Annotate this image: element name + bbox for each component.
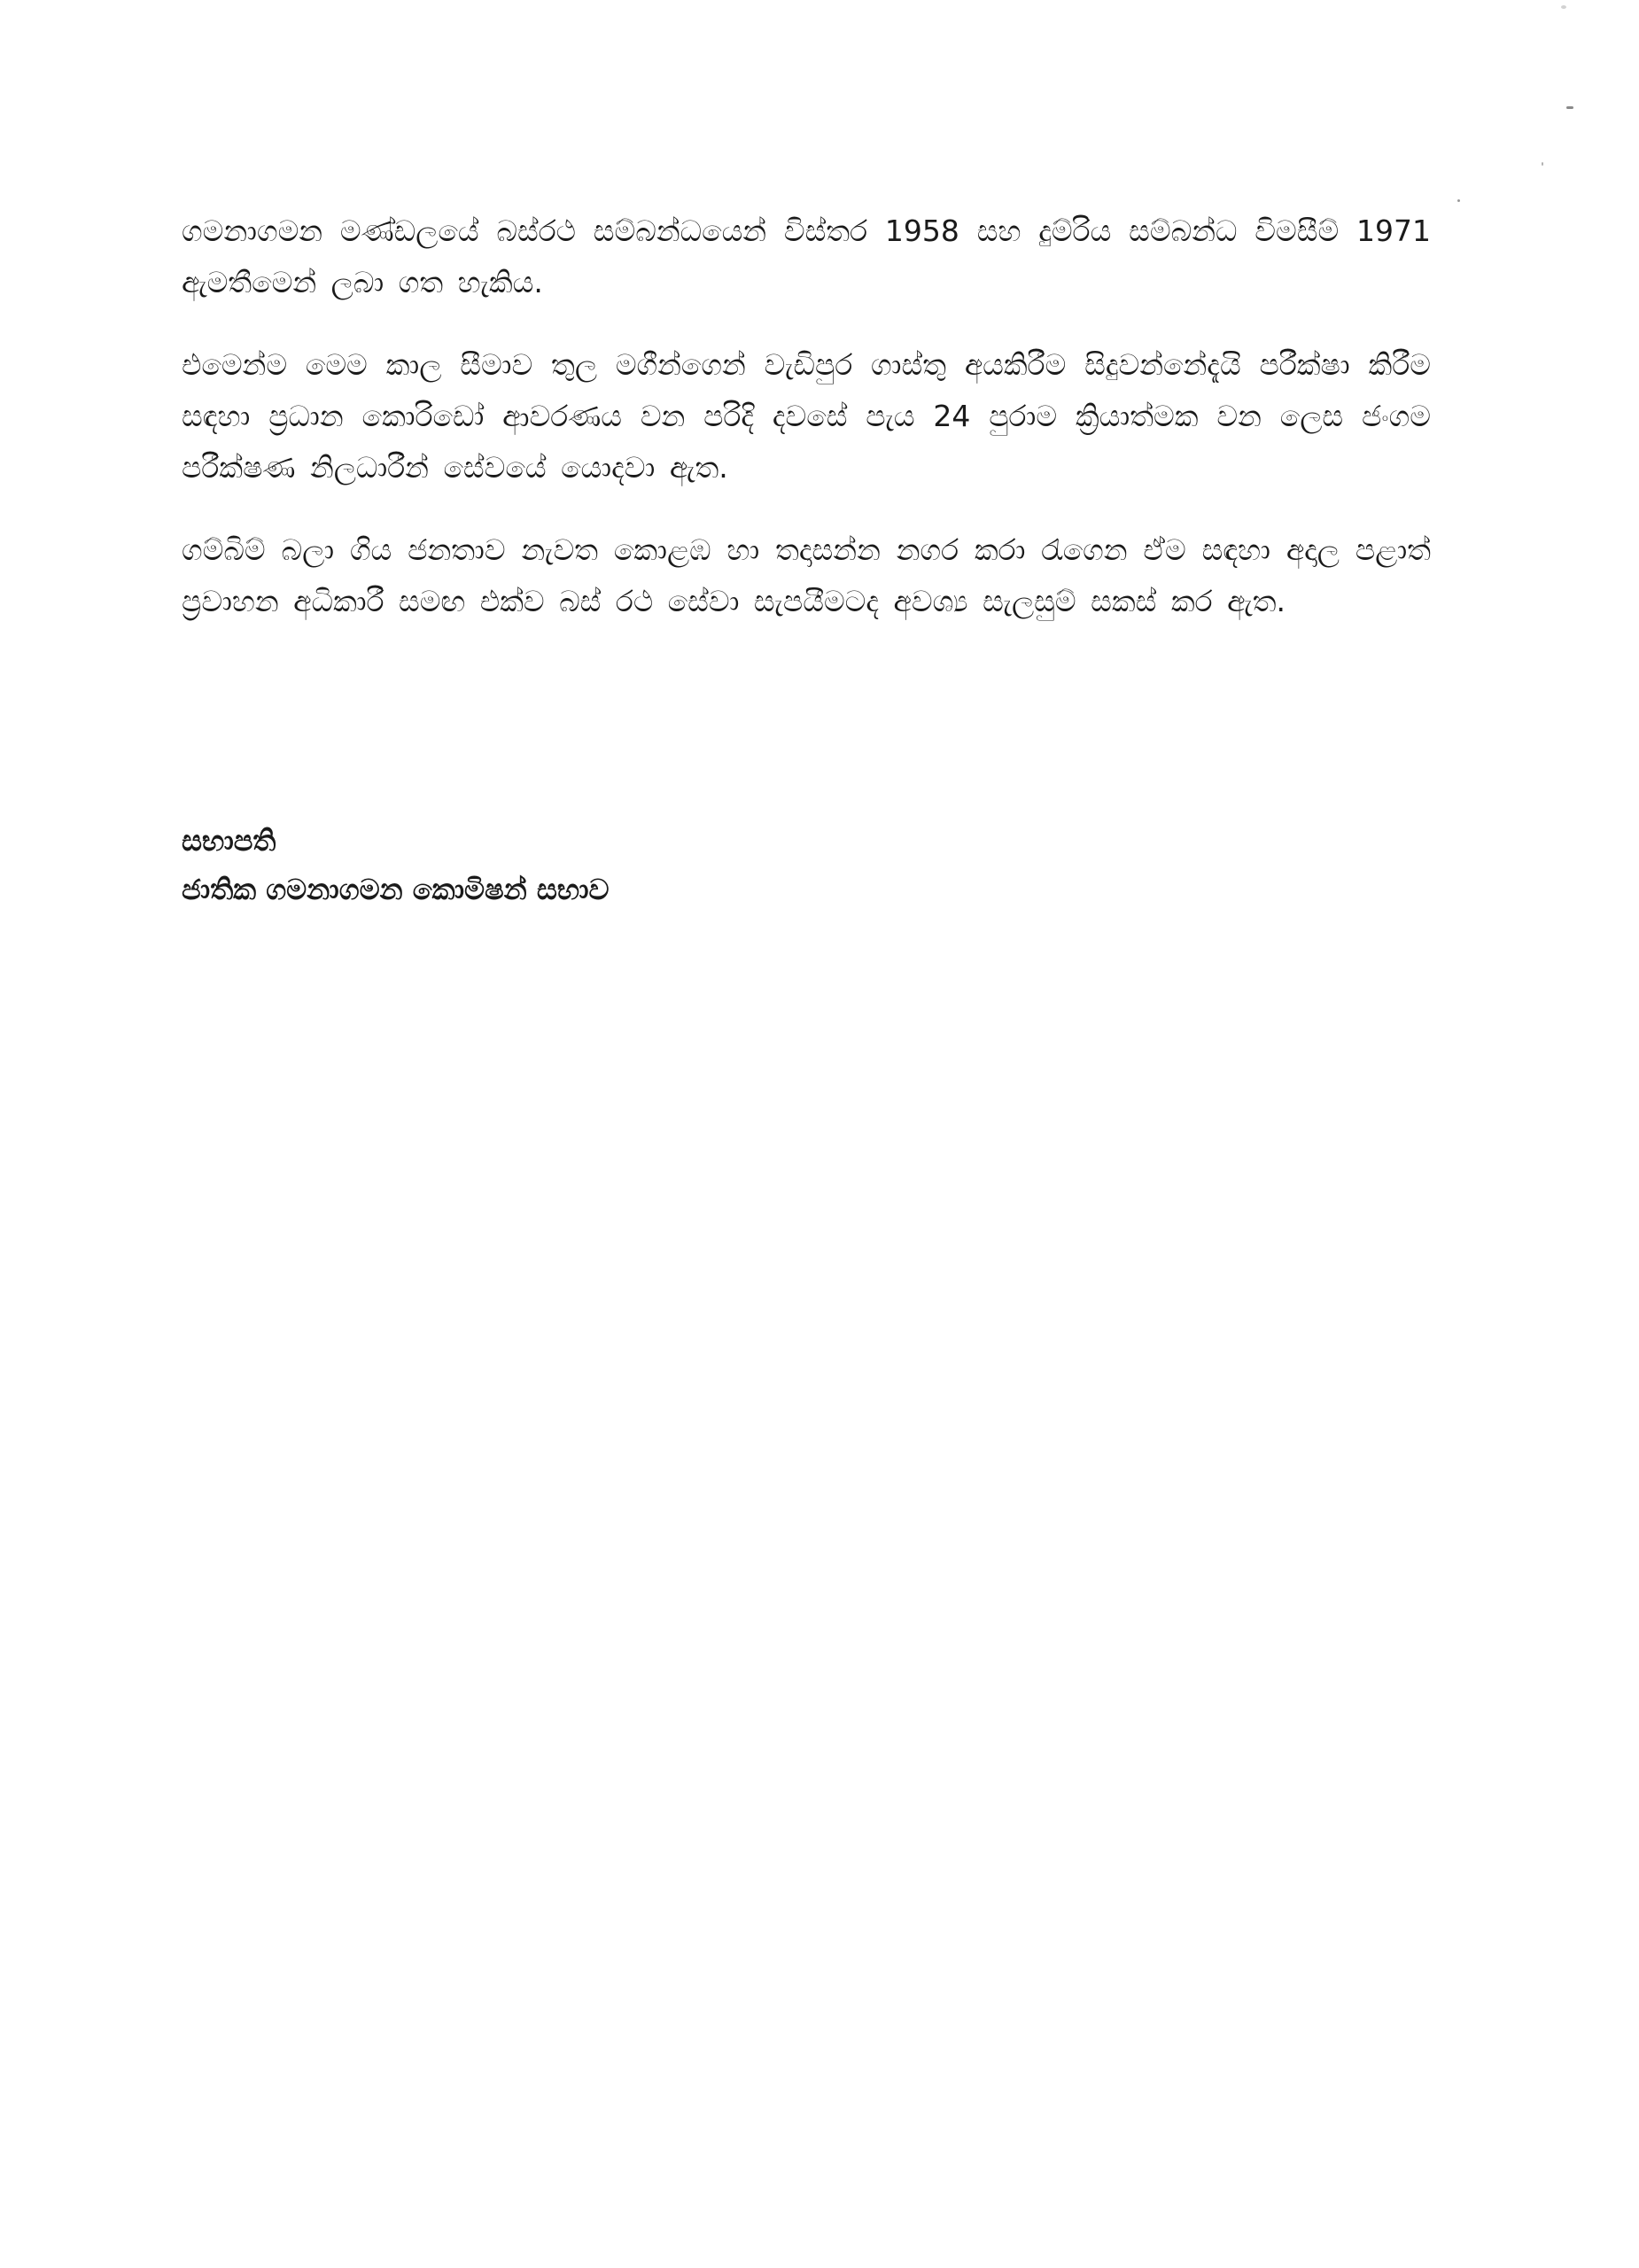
document-body [182,206,1431,658]
signature-block [182,817,1245,914]
scan-speck [1566,106,1573,109]
paragraph-return-bus-services: ගම්බිම් බලා ගිය ජනතාව නැවත කොළඹ හා තදාසන්න නගර කරා රැගෙන ඒම සඳහා අදාල පළාත් ප්‍රවාහන අධිකාරී සමඟ එක්ව බස් රථ සේවා සැපයීමටද අවශ්‍ය සැලසුම් සකස් කර ඇත. [182,532,1431,618]
scan-speck [1457,199,1460,202]
signatory-organization: ජාතික ගමනාගමන කොමිෂන් සභාව [182,873,610,906]
paragraph-inspection-officers: එමෙන්ම මෙම කාල සීමාව තුල මගීන්ගෙන් වැඩිපුර ගාස්තු අයකිරීම සිදුවන්නේදැයි පරීක්ෂා කිරීම සඳහා ප්‍රධාන කොරිඩෝ ආවරණය වන පරිදි දවසේ පැය 24 පුරාම ක්‍රියාත්මක වන ලෙස ජංගම පරීක්ෂණ නිලධාරීන් සේවයේ යොදවා ඇත. [182,347,1431,485]
paragraph-contact-info: ගමනාගමන මණ්ඩලයේ බස්රථ සම්බන්ධයෙන් විස්තර 1958 සහ දුම්රිය සම්බන්ධ විමසීම් 1971 ඇමතීමෙන් ලබා ගත හැකිය. [182,214,1431,299]
scan-speck [1561,5,1566,9]
signatory-title: සභාපති [182,824,276,858]
scan-speck [1542,162,1543,166]
